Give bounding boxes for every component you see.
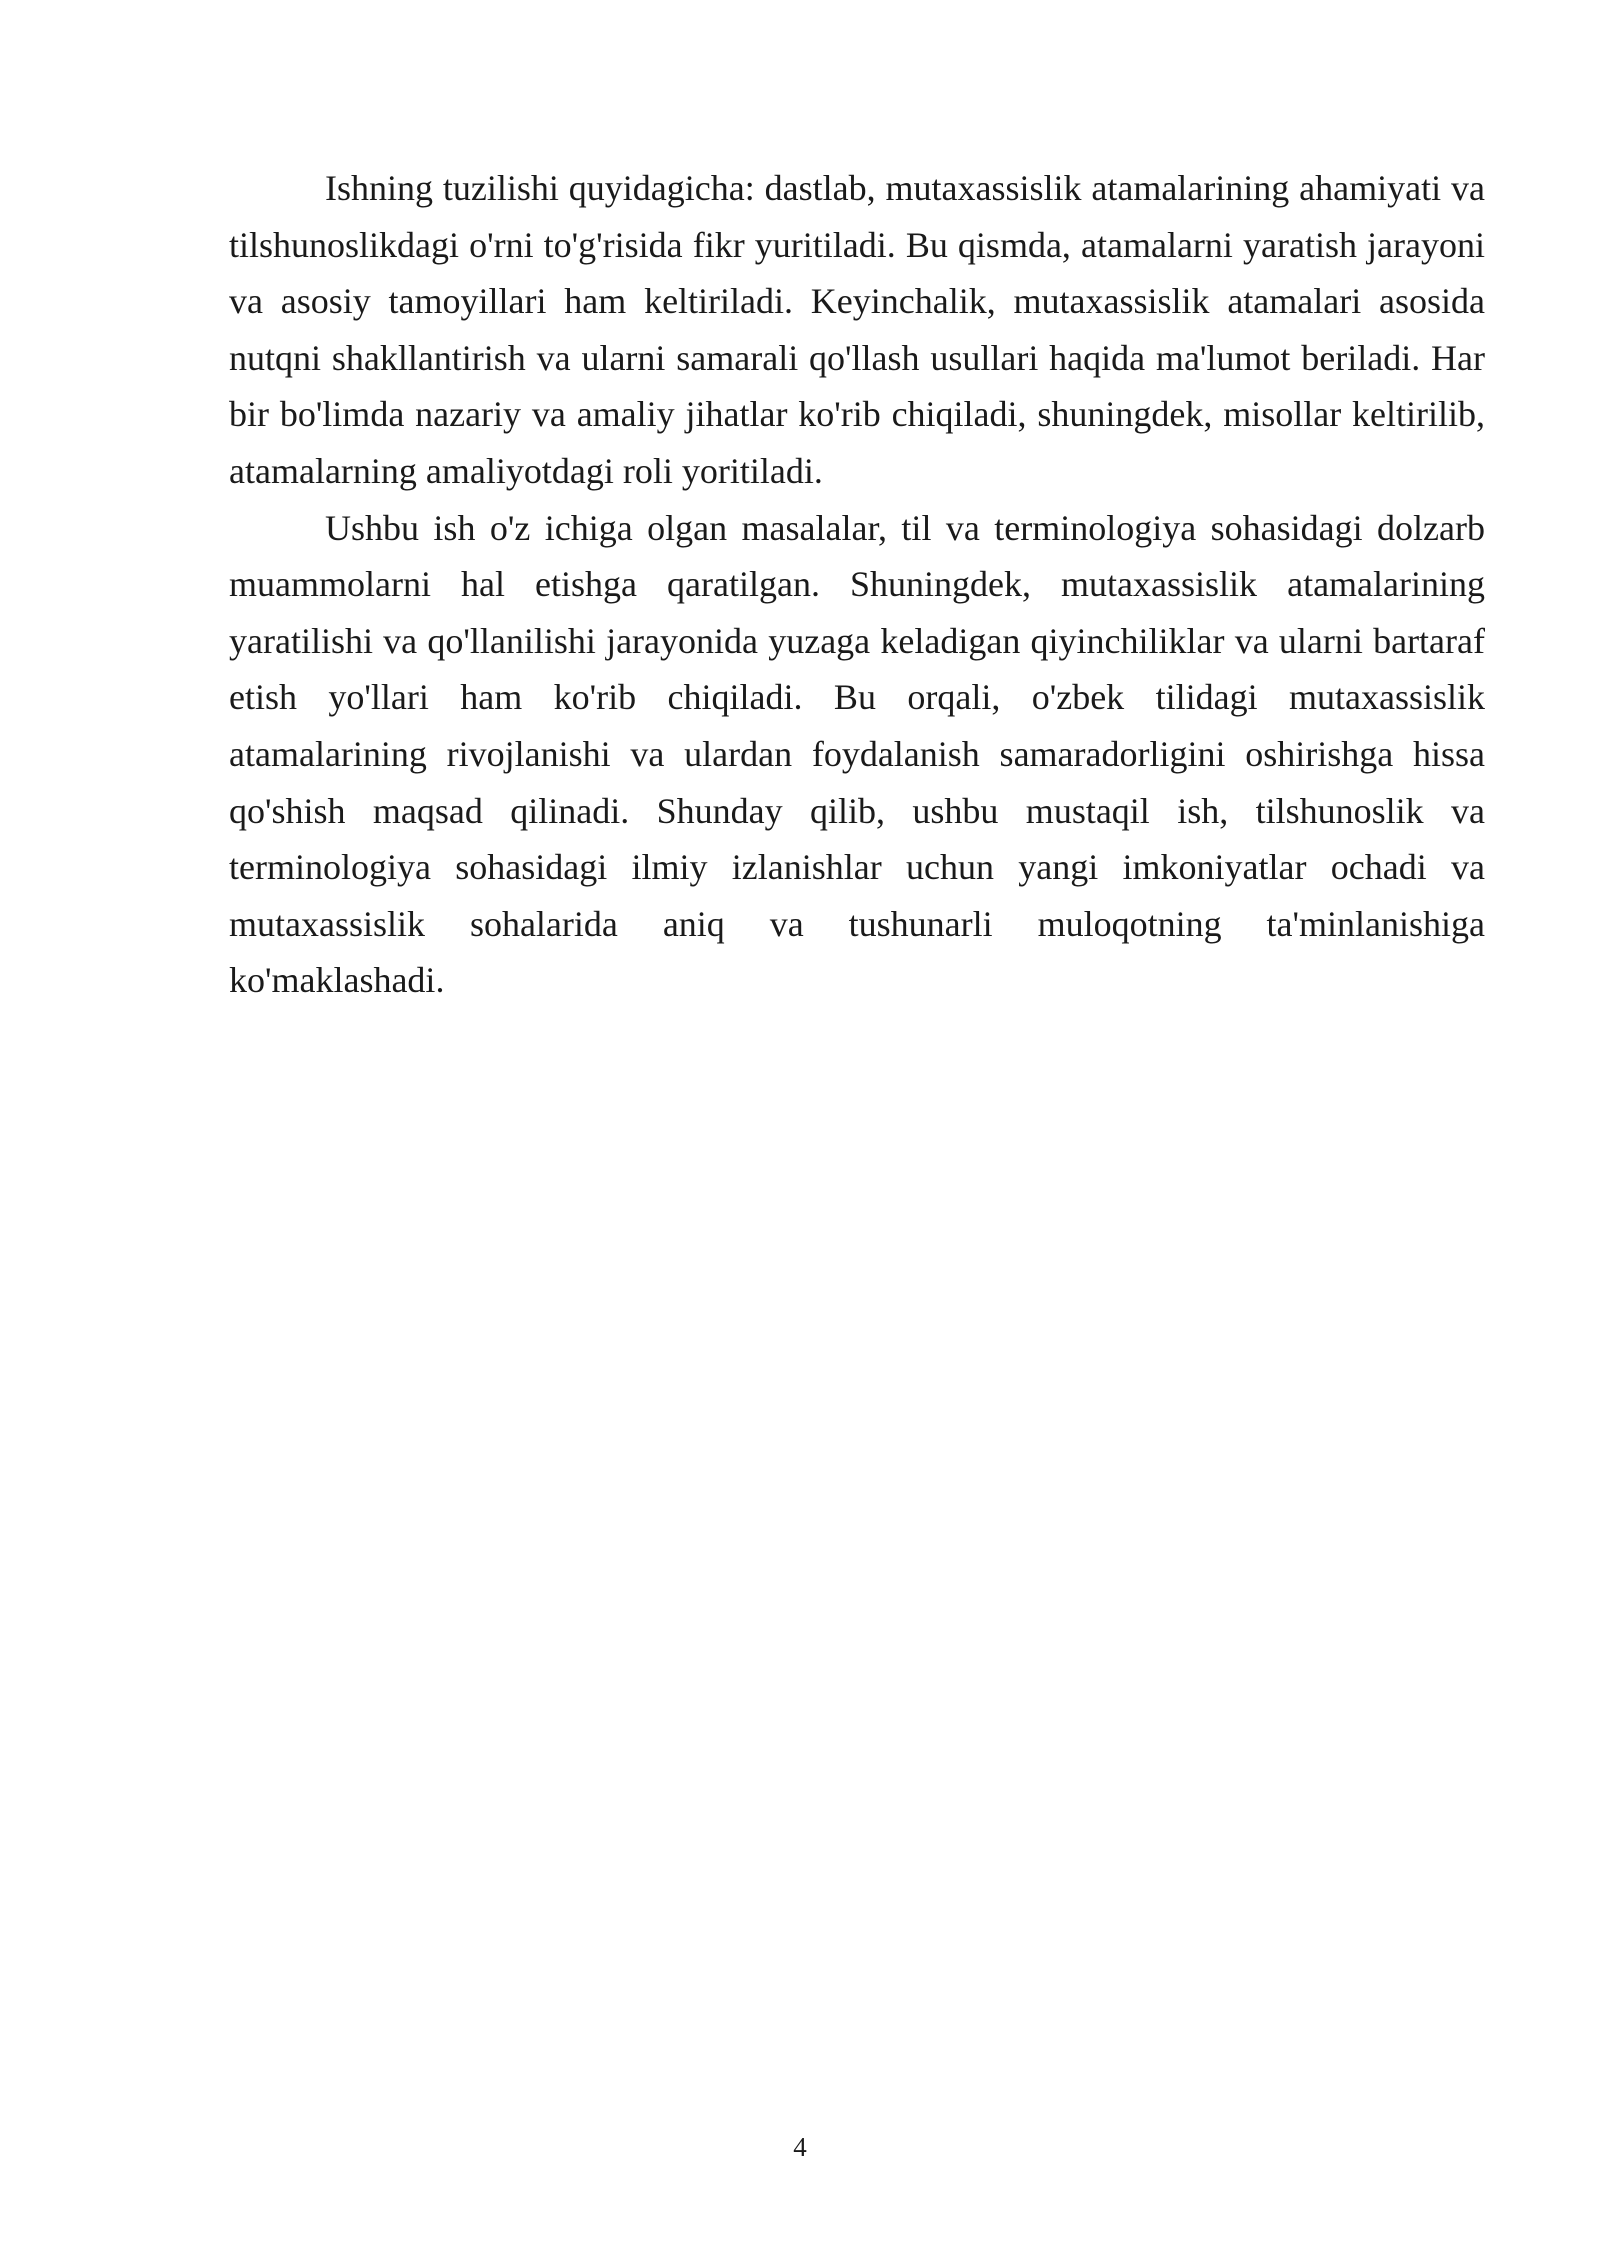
paragraph-structure: Ishning tuzilishi quyidagicha: dastlab, mutaxassislik atamalarining ahamiyati va tilshunoslikdagi o'rni to'g'risida fikr yuritiladi. Bu qismda, atamalarni yaratish jarayoni va asosiy tamoyillari ham keltiriladi. Keyinchalik, mutaxassislik atamalari asosida nutqni shakllantirish va ularni samarali qo'llash usullari haqida ma'lumot beriladi. Har bir bo'limda nazariy va amaliy jihatlar ko'rib chiqiladi, shuningdek, misollar keltirilib, atamalarning amaliyotdagi roli yoritiladi. bbox=[229, 168, 1485, 491]
page-number: 4 bbox=[793, 2132, 807, 2162]
paragraph-goals: Ushbu ish o'z ichiga olgan masalalar, til va terminologiya sohasidagi dolzarb muammolarni hal etishga qaratilgan. Shuningdek, mutaxassislik atamalarining yaratilishi va qo'llanilishi jarayonida yuzaga keladigan qiyinchiliklar va ularni bartaraf etish yo'llari ham ko'rib chiqiladi. Bu orqali, o'zbek tilidagi mutaxassislik atamalarining rivojlanishi va ulardan foydalanish samaradorligini oshirishga hissa qo'shish maqsad qilinadi. Shunday qilib, ushbu mustaqil ish, tilshunoslik va terminologiya sohasidagi ilmiy izlanishlar uchun yangi imkoniyatlar ochadi va mutaxassislik sohalarida aniq va tushunarli muloqotning ta'minlanishiga ko'maklashadi. bbox=[229, 507, 1485, 1001]
body-text bbox=[229, 160, 1485, 1009]
